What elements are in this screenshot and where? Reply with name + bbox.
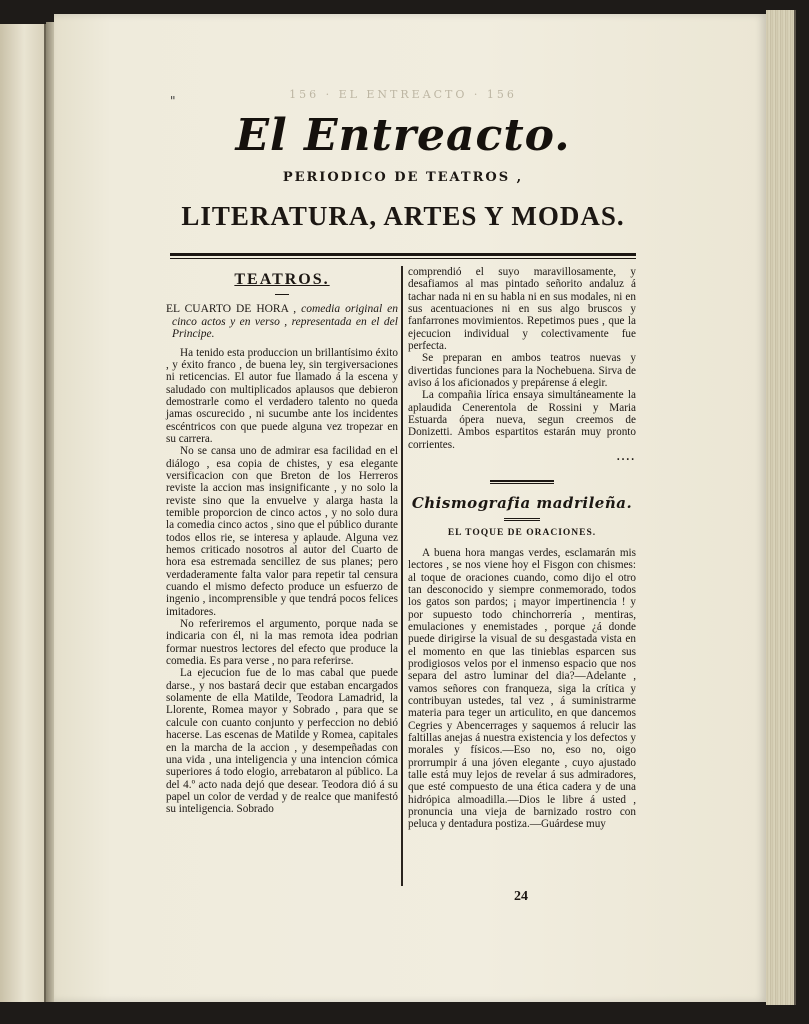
page-edges <box>766 10 796 1005</box>
newspaper-subtitle: PERIODICO DE TEATROS , <box>282 170 524 185</box>
heading-rule <box>275 294 289 295</box>
article-subheading: EL TOQUE DE ORACIONES. <box>447 527 597 538</box>
masthead <box>170 108 636 232</box>
small-ornament <box>504 518 540 521</box>
paragraph: A buena hora mangas verdes, esclamarán mis lectores , se nos viene hoy el Fisgon con chismes: al toque de oraciones cuando, como dijo el otro tan desconocido y siempre conmemorado, todos los gatos son pardos; ¡ mayor impertinencia ! y por supuesto todo chinchorrería , mentiras, emulaciones y enemistades , porque ¿á donde puede dirigirse la visual de su desgastada vista en el momento en que las tinieblas esparcen sus prodigiosos velos por el inmenso espacio que nos separa del astro luminar del dia?—Adelante , vamos señores con franqueza, siga la crítica y contribuyan ustedes, tal vez , á suministrarme materia para teger un articulito, en que dancemos Cegries y Abencerrages y saquemos á relucir las faltillas anejas á nuestra existencia y los defectos y morales y físicos.—Eso no, eso no, oigo prorrumpir á una jóven elegante , cuyo ajustado talle está muy lejos de revelar á sus admiradores, que esté compuesto de una ética cadera y de una hidrópica almoadilla.—Dios le libre á usted , pronuncia una vieja de barnizado rostro con peluca y dentadura postiza.—Guárdese muy <box>408 546 636 831</box>
section-heading-chismografia: Chismografia madrileña. <box>411 493 633 512</box>
bleed-through-header: 156 · EL ENTREACTO · 156 <box>289 88 517 101</box>
section-ornament <box>490 480 554 484</box>
paragraph: La ejecucion fue de lo mas cabal que puede darse., y nos bastará decir que estaban encargados solamente de ella Matilde, Teodora Lamadrid, la Llorente, Romea mayor y Sobrado , para que se calcule con cuanto conjunto y perfeccion no debió hacerse. Las escenas de Matilde y Romea, capitales en la marcha de la accion , y desempeñadas con una vida , una inteligencia y una intencion cómica superiores á todo elogio, arrebataron al público. La del 4.º acto nada dejó que desear. Teodora dió á su papel un color de verdad y de realce que manifestó su inteligencia. Sobrado <box>166 667 398 816</box>
paragraph: La compañia lírica ensaya simultáneamente la aplaudida Cenerentola de Rossini y Maria Estuarda ópera nueva, segun creemos de Donizetti. Ambos espartitos estarán muy pronto corrientes. <box>408 389 636 451</box>
paragraph: Se preparan en ambos teatros nuevas y divertidas funciones para la Nochebuena. Sirva de aviso á los aficionados y prepárense á elegir. <box>408 352 636 390</box>
article-title-italic: comedia original en cinco actos y en verso , representada en el del Principe. <box>172 303 399 340</box>
newspaper-title: El Entreacto. <box>235 110 571 161</box>
section-heading-teatros: TEATROS. <box>234 271 330 288</box>
paragraph: No referiremos el argumento, porque nada se indicaria con él, ni la mas remota idea podrian formar nuestros lectores del efecto que produce la comedia. Es para verse , no para referirse. <box>166 618 398 668</box>
ellipsis-dots: .... <box>616 451 636 464</box>
article-title <box>166 303 398 341</box>
page-mark: " <box>170 94 176 108</box>
right-column <box>408 266 636 831</box>
left-facing-page <box>0 24 46 1002</box>
paragraph: comprendió el suyo maravillosamente, y desafiamos al mas pintado señorito andaluz á tachar nada ni en su habla ni en sus modales, ni en sus acentuaciones ni en sus algo bruscos y fanfarrones movimientos. Repetimos pues , que la ejecucion individual y colectivamente fue perfecta. <box>408 266 636 353</box>
paragraph: Ha tenido esta produccion un brillantísimo éxito , y éxito franco , de buena ley, sin tergiversaciones ni reticencias. El autor fue llamado á la escena y saludado con multiplicados aplausos que debieron demostrarle como el verdadero talento no queda jamas oscurecido , ni sucumbe ante los incidentes escéntricos con que puede alguna vez tropezar en su carrera. <box>166 346 398 445</box>
left-column <box>166 270 398 816</box>
column-divider <box>401 266 403 886</box>
page-number: 24 <box>514 889 528 904</box>
masthead-rule <box>170 253 636 259</box>
newspaper-subtitle-main: LITERATURA, ARTES Y MODAS. <box>181 201 625 231</box>
paragraph: No se cansa uno de admirar esa facilidad en el diálogo , esa copia de chistes, y esa elegante versificacion con que Breton de los Herreros reviste la accion mas insignificante , y no solo la reviste sino que la envuelve y alarga hasta la temible proporcion de cinco actos , y no solo dura la comedia cinco actos , sino que el público durante todos ellos rie, se interesa y aplaude. Alguna vez hemos criticado nosotros al autor del Cuarto de hora esa estremada sencillez de sus planes; pero verdaderamente falta valor para repetir tal censura cuando el mismo defecto produce un esfuerzo de ingenio , incomprensible y que tendrá pocos felices imitadores. <box>166 445 398 618</box>
article-title-plain: EL CUARTO DE HORA , <box>166 303 297 315</box>
